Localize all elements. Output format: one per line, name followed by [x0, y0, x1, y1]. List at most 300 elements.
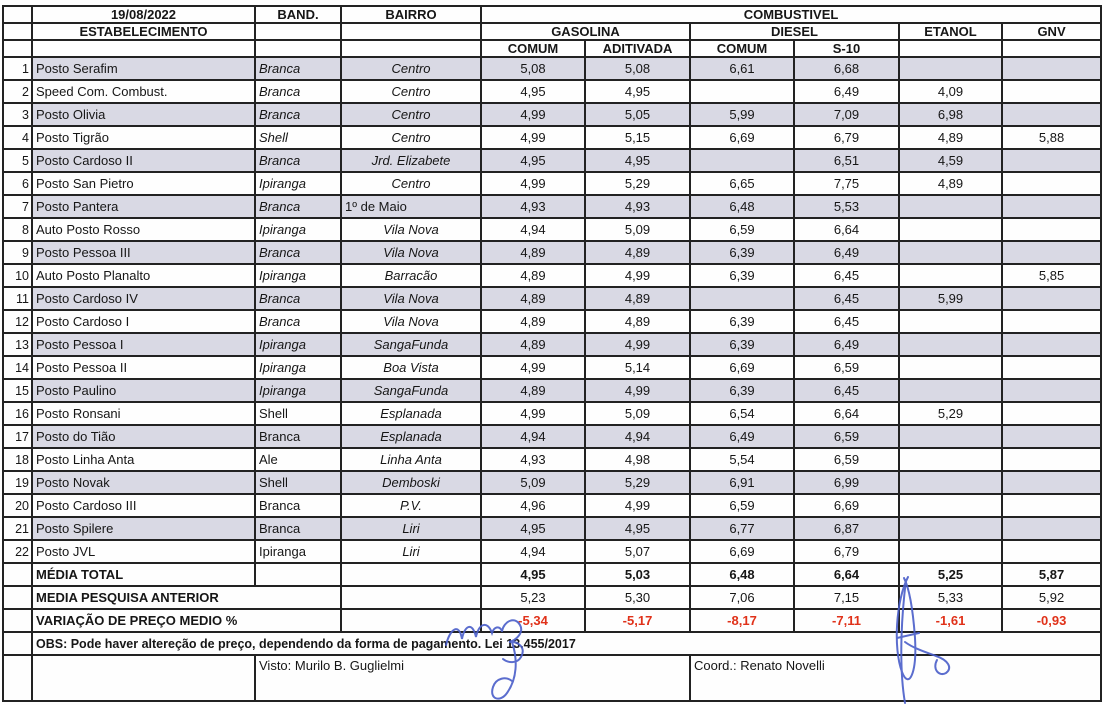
price-cell-diesel-s10: 6,69 [794, 494, 899, 517]
summary-label-cell: MÉDIA TOTAL [32, 563, 255, 586]
price-cell-gasolina-aditivada: 5,09 [585, 402, 690, 425]
summary-value-gasolina-aditivada: 5,03 [585, 563, 690, 586]
row-number-cell [3, 632, 32, 655]
estabelecimento-header: ESTABELECIMENTO [32, 23, 255, 40]
price-cell-gasolina-aditivada: 4,95 [585, 149, 690, 172]
summary-row [3, 586, 1101, 609]
price-cell-gasolina-comum: 4,94 [481, 425, 585, 448]
table-row [3, 103, 1101, 126]
price-cell-diesel-comum: 6,59 [690, 218, 794, 241]
price-cell-diesel-s10: 6,45 [794, 310, 899, 333]
neighborhood-cell: Centro [341, 103, 481, 126]
neighborhood-cell: Vila Nova [341, 241, 481, 264]
price-cell-gasolina-aditivada: 4,93 [585, 195, 690, 218]
price-cell-gasolina-comum: 4,93 [481, 195, 585, 218]
neighborhood-cell: SangaFunda [341, 333, 481, 356]
establishment-cell: Speed Com. Combust. [32, 80, 255, 103]
price-cell-diesel-comum: 6,77 [690, 517, 794, 540]
price-cell-gasolina-comum: 4,99 [481, 172, 585, 195]
price-cell-gasolina-aditivada: 4,99 [585, 494, 690, 517]
price-cell-etanol [899, 356, 1002, 379]
gnv-header: GNV [1002, 23, 1101, 40]
price-cell-gnv [1002, 540, 1101, 563]
establishment-cell: Posto San Pietro [32, 172, 255, 195]
price-cell-etanol [899, 241, 1002, 264]
price-cell-gnv [1002, 241, 1101, 264]
price-cell-etanol [899, 471, 1002, 494]
summary-value-diesel-s10: 6,64 [794, 563, 899, 586]
table-row [3, 80, 1101, 103]
brand-cell: Ipiranga [255, 172, 341, 195]
neighborhood-cell: Esplanada [341, 425, 481, 448]
table-row [3, 517, 1101, 540]
establishment-cell: Posto Serafim [32, 57, 255, 80]
price-cell-gasolina-aditivada: 4,95 [585, 517, 690, 540]
neighborhood-cell: Centro [341, 80, 481, 103]
header-row-2 [3, 23, 1101, 40]
brand-cell: Shell [255, 126, 341, 149]
establishment-cell: Posto Pessoa I [32, 333, 255, 356]
price-cell-gasolina-comum: 4,89 [481, 379, 585, 402]
empty-cell [255, 563, 341, 586]
row-number-cell: 12 [3, 310, 32, 333]
neighborhood-cell: Barracão [341, 264, 481, 287]
price-cell-gnv: 5,88 [1002, 126, 1101, 149]
empty-cell [32, 655, 255, 701]
row-number-cell: 7 [3, 195, 32, 218]
corner-cell [3, 6, 32, 23]
price-cell-gasolina-comum: 4,94 [481, 540, 585, 563]
neighborhood-cell: Jrd. Elizabete [341, 149, 481, 172]
establishment-cell: Auto Posto Rosso [32, 218, 255, 241]
price-cell-diesel-comum [690, 149, 794, 172]
price-cell-diesel-s10: 6,79 [794, 126, 899, 149]
price-cell-gnv [1002, 425, 1101, 448]
row-number-cell [3, 609, 32, 632]
brand-cell: Shell [255, 471, 341, 494]
summary-value-gasolina-aditivada: -5,17 [585, 609, 690, 632]
price-cell-diesel-comum: 6,69 [690, 356, 794, 379]
price-cell-diesel-comum: 6,69 [690, 540, 794, 563]
row-number-cell: 11 [3, 287, 32, 310]
price-cell-gasolina-aditivada: 4,99 [585, 264, 690, 287]
brand-cell: Ipiranga [255, 540, 341, 563]
price-cell-diesel-s10: 6,64 [794, 402, 899, 425]
table-row [3, 195, 1101, 218]
price-cell-gnv [1002, 80, 1101, 103]
price-cell-gnv [1002, 402, 1101, 425]
price-cell-gasolina-aditivada: 4,89 [585, 241, 690, 264]
row-number-cell: 21 [3, 517, 32, 540]
brand-cell: Branca [255, 310, 341, 333]
price-cell-etanol [899, 494, 1002, 517]
price-cell-etanol: 4,89 [899, 126, 1002, 149]
row-number-cell [3, 586, 32, 609]
table-row [3, 287, 1101, 310]
table-row [3, 126, 1101, 149]
brand-cell: Ipiranga [255, 379, 341, 402]
neighborhood-cell: Linha Anta [341, 448, 481, 471]
empty-cell [341, 563, 481, 586]
price-cell-gasolina-comum: 4,99 [481, 103, 585, 126]
gasolina-header: GASOLINA [481, 23, 690, 40]
price-cell-diesel-s10: 6,99 [794, 471, 899, 494]
price-cell-diesel-s10: 6,59 [794, 356, 899, 379]
row-number-cell: 10 [3, 264, 32, 287]
brand-cell: Branca [255, 494, 341, 517]
summary-value-etanol: -1,61 [899, 609, 1002, 632]
fuel-price-table [2, 5, 1102, 702]
table-row [3, 172, 1101, 195]
price-cell-diesel-s10: 6,49 [794, 80, 899, 103]
empty-cell [3, 40, 32, 57]
price-cell-gasolina-aditivada: 5,09 [585, 218, 690, 241]
establishment-cell: Posto Olivia [32, 103, 255, 126]
price-cell-gasolina-comum: 4,89 [481, 264, 585, 287]
price-cell-diesel-comum: 6,39 [690, 379, 794, 402]
row-number-cell: 15 [3, 379, 32, 402]
summary-row [3, 609, 1101, 632]
price-cell-gasolina-comum: 4,89 [481, 333, 585, 356]
diesel-s10-header: S-10 [794, 40, 899, 57]
price-cell-diesel-comum: 6,59 [690, 494, 794, 517]
establishment-cell: Posto Linha Anta [32, 448, 255, 471]
price-cell-etanol: 4,89 [899, 172, 1002, 195]
etanol-header: ETANOL [899, 23, 1002, 40]
price-cell-gasolina-comum: 4,95 [481, 517, 585, 540]
table-row [3, 218, 1101, 241]
summary-value-gasolina-comum: 4,95 [481, 563, 585, 586]
gasolina-aditivada-header: ADITIVADA [585, 40, 690, 57]
brand-cell: Ipiranga [255, 333, 341, 356]
price-cell-diesel-s10: 6,68 [794, 57, 899, 80]
table-row [3, 425, 1101, 448]
price-cell-diesel-s10: 6,51 [794, 149, 899, 172]
brand-cell: Branca [255, 195, 341, 218]
neighborhood-cell: Boa Vista [341, 356, 481, 379]
table-row [3, 241, 1101, 264]
price-cell-diesel-s10: 6,64 [794, 218, 899, 241]
establishment-cell: Posto do Tião [32, 425, 255, 448]
summary-value-diesel-comum: 7,06 [690, 586, 794, 609]
price-cell-diesel-s10: 6,49 [794, 333, 899, 356]
price-cell-diesel-comum: 6,91 [690, 471, 794, 494]
row-number-cell [3, 563, 32, 586]
table-row [3, 540, 1101, 563]
brand-cell: Branca [255, 149, 341, 172]
price-cell-gnv [1002, 57, 1101, 80]
establishment-cell: Posto Pantera [32, 195, 255, 218]
diesel-header: DIESEL [690, 23, 899, 40]
date-cell: 19/08/2022 [32, 6, 255, 23]
price-cell-gnv [1002, 379, 1101, 402]
empty-cell [255, 40, 341, 57]
empty-cell [341, 586, 481, 609]
brand-cell: Ipiranga [255, 264, 341, 287]
price-cell-gasolina-comum: 4,99 [481, 126, 585, 149]
table-row [3, 57, 1101, 80]
price-cell-gasolina-comum: 4,96 [481, 494, 585, 517]
row-number-cell: 18 [3, 448, 32, 471]
establishment-cell: Posto Tigrão [32, 126, 255, 149]
price-cell-gasolina-aditivada: 4,89 [585, 310, 690, 333]
price-cell-gnv [1002, 218, 1101, 241]
establishment-cell: Posto Cardoso IV [32, 287, 255, 310]
row-number-cell: 14 [3, 356, 32, 379]
price-cell-etanol [899, 448, 1002, 471]
establishment-cell: Posto Paulino [32, 379, 255, 402]
neighborhood-cell: Centro [341, 57, 481, 80]
price-cell-gnv [1002, 448, 1101, 471]
header-row-3 [3, 40, 1101, 57]
price-cell-diesel-comum: 6,39 [690, 241, 794, 264]
obs-cell: OBS: Pode haver altereção de preço, dependendo da forma de pagamento. Lei 13.455/2017 [32, 632, 1101, 655]
price-cell-diesel-comum: 6,39 [690, 264, 794, 287]
price-cell-etanol: 6,98 [899, 103, 1002, 126]
price-cell-diesel-s10: 5,53 [794, 195, 899, 218]
price-cell-diesel-comum: 6,65 [690, 172, 794, 195]
neighborhood-cell: Vila Nova [341, 218, 481, 241]
summary-value-gasolina-aditivada: 5,30 [585, 586, 690, 609]
price-cell-diesel-s10: 6,87 [794, 517, 899, 540]
price-cell-gnv [1002, 356, 1101, 379]
price-cell-gasolina-aditivada: 5,08 [585, 57, 690, 80]
price-cell-gnv [1002, 310, 1101, 333]
price-cell-gasolina-aditivada: 5,05 [585, 103, 690, 126]
row-number-cell: 22 [3, 540, 32, 563]
price-cell-diesel-s10: 6,45 [794, 287, 899, 310]
price-cell-etanol: 4,09 [899, 80, 1002, 103]
price-cell-diesel-s10: 6,45 [794, 379, 899, 402]
price-cell-gnv [1002, 494, 1101, 517]
price-cell-etanol [899, 333, 1002, 356]
neighborhood-cell: P.V. [341, 494, 481, 517]
price-cell-etanol [899, 310, 1002, 333]
brand-cell: Branca [255, 80, 341, 103]
summary-value-diesel-s10: -7,11 [794, 609, 899, 632]
table-row [3, 402, 1101, 425]
summary-value-diesel-s10: 7,15 [794, 586, 899, 609]
price-cell-gnv [1002, 172, 1101, 195]
price-cell-gnv [1002, 195, 1101, 218]
empty-cell [32, 40, 255, 57]
empty-cell [255, 23, 341, 40]
brand-cell: Branca [255, 103, 341, 126]
price-cell-gasolina-aditivada: 4,98 [585, 448, 690, 471]
table-row [3, 149, 1101, 172]
row-number-cell: 4 [3, 126, 32, 149]
price-cell-gasolina-comum: 5,08 [481, 57, 585, 80]
price-cell-gnv [1002, 517, 1101, 540]
visto-cell: Visto: Murilo B. Guglielmi [255, 655, 690, 701]
price-cell-etanol [899, 57, 1002, 80]
establishment-cell: Posto Ronsani [32, 402, 255, 425]
price-cell-gnv [1002, 103, 1101, 126]
price-cell-gnv [1002, 333, 1101, 356]
price-cell-gasolina-comum: 5,09 [481, 471, 585, 494]
table-row [3, 448, 1101, 471]
row-number-cell: 6 [3, 172, 32, 195]
price-cell-etanol [899, 264, 1002, 287]
establishment-cell: Posto Pessoa III [32, 241, 255, 264]
price-cell-diesel-comum: 6,49 [690, 425, 794, 448]
price-cell-gnv [1002, 287, 1101, 310]
price-cell-etanol [899, 379, 1002, 402]
establishment-cell: Posto Spilere [32, 517, 255, 540]
band-header: BAND. [255, 6, 341, 23]
price-cell-diesel-s10: 6,59 [794, 448, 899, 471]
empty-cell [3, 23, 32, 40]
summary-value-gnv: -0,93 [1002, 609, 1101, 632]
empty-cell [1002, 40, 1101, 57]
price-cell-gasolina-comum: 4,99 [481, 402, 585, 425]
price-cell-diesel-comum: 6,48 [690, 195, 794, 218]
row-number-cell: 13 [3, 333, 32, 356]
price-cell-gasolina-aditivada: 5,07 [585, 540, 690, 563]
price-cell-diesel-s10: 7,75 [794, 172, 899, 195]
price-cell-etanol: 5,29 [899, 402, 1002, 425]
bairro-header: BAIRRO [341, 6, 481, 23]
empty-cell [341, 609, 481, 632]
price-cell-gasolina-comum: 4,89 [481, 310, 585, 333]
establishment-cell: Posto Cardoso I [32, 310, 255, 333]
price-cell-gasolina-comum: 4,95 [481, 149, 585, 172]
price-cell-diesel-comum: 6,69 [690, 126, 794, 149]
summary-value-diesel-comum: -8,17 [690, 609, 794, 632]
price-cell-diesel-comum [690, 80, 794, 103]
neighborhood-cell: Vila Nova [341, 287, 481, 310]
row-number-cell: 2 [3, 80, 32, 103]
summary-value-etanol: 5,33 [899, 586, 1002, 609]
price-cell-etanol [899, 517, 1002, 540]
price-cell-gasolina-aditivada: 5,15 [585, 126, 690, 149]
header-row-1 [3, 6, 1101, 23]
establishment-cell: Posto JVL [32, 540, 255, 563]
neighborhood-cell: Centro [341, 172, 481, 195]
establishment-cell: Posto Novak [32, 471, 255, 494]
neighborhood-cell: Esplanada [341, 402, 481, 425]
table-row [3, 264, 1101, 287]
brand-cell: Shell [255, 402, 341, 425]
brand-cell: Branca [255, 425, 341, 448]
price-cell-gasolina-aditivada: 5,29 [585, 471, 690, 494]
price-cell-gasolina-aditivada: 4,99 [585, 379, 690, 402]
row-number-cell: 1 [3, 57, 32, 80]
price-cell-gasolina-comum: 4,94 [481, 218, 585, 241]
price-cell-gasolina-aditivada: 4,89 [585, 287, 690, 310]
price-cell-diesel-comum: 6,54 [690, 402, 794, 425]
establishment-cell: Posto Cardoso III [32, 494, 255, 517]
table-row [3, 356, 1101, 379]
row-number-cell: 16 [3, 402, 32, 425]
neighborhood-cell: 1º de Maio [341, 195, 481, 218]
price-cell-etanol [899, 218, 1002, 241]
row-number-cell: 19 [3, 471, 32, 494]
establishment-cell: Posto Pessoa II [32, 356, 255, 379]
price-cell-gasolina-aditivada: 5,14 [585, 356, 690, 379]
summary-value-gasolina-comum: 5,23 [481, 586, 585, 609]
price-cell-diesel-comum [690, 287, 794, 310]
neighborhood-cell: Liri [341, 517, 481, 540]
price-cell-diesel-comum: 6,39 [690, 310, 794, 333]
summary-row [3, 563, 1101, 586]
price-cell-gnv [1002, 149, 1101, 172]
coord-cell: Coord.: Renato Novelli [690, 655, 1101, 701]
price-cell-gasolina-aditivada: 5,29 [585, 172, 690, 195]
price-cell-gnv [1002, 471, 1101, 494]
summary-value-etanol: 5,25 [899, 563, 1002, 586]
price-cell-gasolina-comum: 4,95 [481, 80, 585, 103]
gasolina-comum-header: COMUM [481, 40, 585, 57]
neighborhood-cell: Centro [341, 126, 481, 149]
combustivel-header: COMBUSTIVEL [481, 6, 1101, 23]
table-row [3, 333, 1101, 356]
neighborhood-cell: Liri [341, 540, 481, 563]
obs-row [3, 632, 1101, 655]
price-cell-etanol [899, 195, 1002, 218]
empty-cell [341, 23, 481, 40]
neighborhood-cell: Vila Nova [341, 310, 481, 333]
price-cell-diesel-comum: 5,99 [690, 103, 794, 126]
price-cell-diesel-comum: 5,54 [690, 448, 794, 471]
price-cell-gnv: 5,85 [1002, 264, 1101, 287]
diesel-comum-header: COMUM [690, 40, 794, 57]
table-row [3, 310, 1101, 333]
price-cell-gasolina-aditivada: 4,94 [585, 425, 690, 448]
price-cell-etanol: 5,99 [899, 287, 1002, 310]
empty-cell [899, 40, 1002, 57]
price-cell-diesel-s10: 6,79 [794, 540, 899, 563]
price-cell-diesel-s10: 6,59 [794, 425, 899, 448]
table-row [3, 471, 1101, 494]
price-cell-gasolina-comum: 4,89 [481, 287, 585, 310]
price-cell-etanol [899, 425, 1002, 448]
brand-cell: Branca [255, 517, 341, 540]
summary-value-gnv: 5,87 [1002, 563, 1101, 586]
summary-label-cell: MEDIA PESQUISA ANTERIOR [32, 586, 341, 609]
price-cell-diesel-s10: 6,49 [794, 241, 899, 264]
price-cell-diesel-s10: 7,09 [794, 103, 899, 126]
neighborhood-cell: Demboski [341, 471, 481, 494]
table-row [3, 379, 1101, 402]
row-number-cell: 3 [3, 103, 32, 126]
price-cell-etanol [899, 540, 1002, 563]
price-cell-gasolina-comum: 4,89 [481, 241, 585, 264]
signature-row [3, 655, 1101, 701]
brand-cell: Ale [255, 448, 341, 471]
price-cell-etanol: 4,59 [899, 149, 1002, 172]
summary-value-diesel-comum: 6,48 [690, 563, 794, 586]
price-cell-gasolina-comum: 4,93 [481, 448, 585, 471]
price-cell-diesel-comum: 6,61 [690, 57, 794, 80]
row-number-cell: 17 [3, 425, 32, 448]
establishment-cell: Auto Posto Planalto [32, 264, 255, 287]
row-number-cell: 8 [3, 218, 32, 241]
row-number-cell: 20 [3, 494, 32, 517]
brand-cell: Branca [255, 57, 341, 80]
price-cell-diesel-s10: 6,45 [794, 264, 899, 287]
empty-cell [341, 40, 481, 57]
row-number-cell: 9 [3, 241, 32, 264]
table-row [3, 494, 1101, 517]
summary-label-cell: VARIAÇÃO DE PREÇO MEDIO % [32, 609, 341, 632]
establishment-cell: Posto Cardoso II [32, 149, 255, 172]
summary-value-gasolina-comum: -5,34 [481, 609, 585, 632]
price-cell-gasolina-aditivada: 4,95 [585, 80, 690, 103]
brand-cell: Branca [255, 241, 341, 264]
price-cell-gasolina-comum: 4,99 [481, 356, 585, 379]
brand-cell: Branca [255, 287, 341, 310]
